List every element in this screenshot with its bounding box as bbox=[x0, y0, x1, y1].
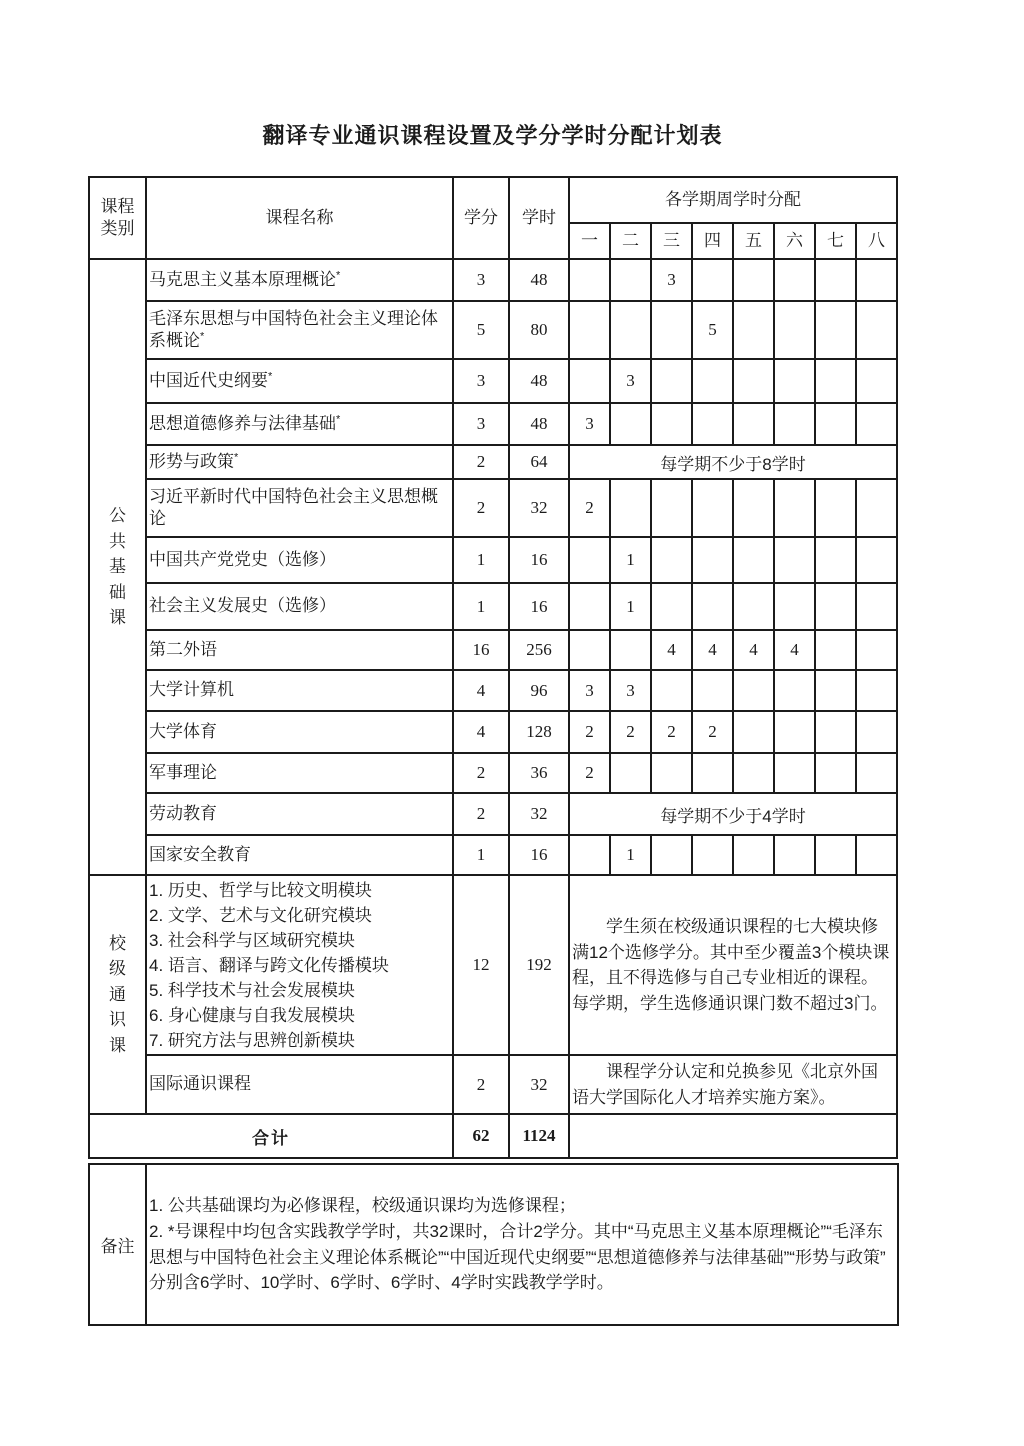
sem-cell bbox=[610, 403, 651, 445]
course-name: 国际通识课程 bbox=[149, 1074, 251, 1094]
credits-cell: 2 bbox=[453, 1055, 509, 1114]
sem-cell bbox=[692, 537, 733, 583]
sem-cell bbox=[692, 479, 733, 537]
practice-star: * bbox=[336, 269, 341, 282]
header-category-label: 课程类别 bbox=[100, 196, 135, 238]
sem-cell: 4 bbox=[692, 630, 733, 670]
sem-cell: 3 bbox=[569, 670, 610, 711]
course-name: 第二外语 bbox=[149, 639, 217, 659]
sem-cell bbox=[856, 630, 897, 670]
course-name: 思想道德修养与法律基础 bbox=[149, 413, 336, 433]
sem-cell bbox=[774, 301, 815, 359]
sem-cell: 1 bbox=[610, 583, 651, 630]
sem-cell: 2 bbox=[651, 711, 692, 753]
sem-cell bbox=[856, 711, 897, 753]
course-name-cell bbox=[146, 537, 453, 583]
hours-cell: 32 bbox=[509, 479, 569, 537]
header-sem-3: 三 bbox=[651, 223, 692, 259]
remarks-label: 备注 bbox=[89, 1164, 146, 1325]
sem-cell: 2 bbox=[569, 479, 610, 537]
curriculum-table bbox=[88, 176, 898, 1159]
course-name-cell bbox=[146, 670, 453, 711]
sem-cell bbox=[774, 479, 815, 537]
sem-cell bbox=[856, 583, 897, 630]
sem-cell bbox=[569, 259, 610, 301]
course-name: 形势与政策 bbox=[149, 451, 234, 471]
sem-cell bbox=[651, 359, 692, 403]
sem-cell: 1 bbox=[610, 835, 651, 875]
credits-cell: 1 bbox=[453, 835, 509, 875]
sem-cell bbox=[856, 359, 897, 403]
sem-cell bbox=[856, 753, 897, 793]
course-name: 劳动教育 bbox=[149, 803, 217, 823]
sem-cell bbox=[651, 301, 692, 359]
practice-star: * bbox=[336, 413, 341, 426]
sem-cell: 2 bbox=[569, 753, 610, 793]
sem-cell bbox=[610, 630, 651, 670]
rule-note-cell: 学生须在校级通识课程的七大模块修满12个选修学分。其中至少覆盖3个模块课程，且不得选修与自己专业相近的课程。每学期，学生选修通识课门数不超过3门。 bbox=[569, 875, 897, 1055]
hours-cell: 48 bbox=[509, 403, 569, 445]
remarks-row bbox=[89, 1164, 898, 1325]
credits-cell: 16 bbox=[453, 630, 509, 670]
course-row bbox=[89, 753, 897, 793]
hours-cell: 32 bbox=[509, 793, 569, 835]
course-name-cell bbox=[146, 583, 453, 630]
course-row bbox=[89, 403, 897, 445]
credits-cell: 2 bbox=[453, 793, 509, 835]
sem-cell bbox=[610, 301, 651, 359]
sem-cell bbox=[815, 583, 856, 630]
sem-cell bbox=[774, 259, 815, 301]
module-item: 5. 科学技术与社会发展模块 bbox=[149, 980, 355, 1000]
sem-cell bbox=[692, 753, 733, 793]
course-row bbox=[89, 630, 897, 670]
sem-cell bbox=[856, 479, 897, 537]
total-row bbox=[89, 1114, 897, 1158]
hours-cell: 64 bbox=[509, 445, 569, 479]
header-course-name: 课程名称 bbox=[146, 177, 453, 259]
module-item: 4. 语言、翻译与跨文化传播模块 bbox=[149, 955, 389, 975]
course-name: 中国共产党党史（选修） bbox=[149, 549, 336, 569]
module-item: 6. 身心健康与自我发展模块 bbox=[149, 1005, 355, 1025]
sem-cell bbox=[815, 753, 856, 793]
hours-cell: 32 bbox=[509, 1055, 569, 1114]
sem-cell bbox=[692, 583, 733, 630]
total-label: 合计 bbox=[89, 1114, 453, 1158]
sem-cell: 3 bbox=[569, 403, 610, 445]
course-row bbox=[89, 479, 897, 537]
remarks-body bbox=[146, 1164, 898, 1325]
sem-cell bbox=[610, 753, 651, 793]
total-semester-area bbox=[569, 1114, 897, 1158]
sem-cell: 2 bbox=[610, 711, 651, 753]
sem-cell bbox=[774, 403, 815, 445]
sem-cell bbox=[733, 711, 774, 753]
practice-star: * bbox=[268, 370, 273, 383]
sem-cell bbox=[774, 537, 815, 583]
module-list-cell bbox=[146, 875, 453, 1055]
header-hours: 学时 bbox=[509, 177, 569, 259]
course-name-cell bbox=[146, 403, 453, 445]
course-name-cell bbox=[146, 301, 453, 359]
remarks-table bbox=[88, 1163, 899, 1326]
hours-cell: 128 bbox=[509, 711, 569, 753]
hours-cell: 96 bbox=[509, 670, 569, 711]
sem-cell bbox=[569, 301, 610, 359]
header-sem-7: 七 bbox=[815, 223, 856, 259]
sem-cell bbox=[815, 670, 856, 711]
credits-cell: 1 bbox=[453, 583, 509, 630]
hours-cell: 48 bbox=[509, 259, 569, 301]
sem-cell bbox=[856, 835, 897, 875]
sem-cell bbox=[692, 835, 733, 875]
sem-cell bbox=[651, 835, 692, 875]
hours-cell: 16 bbox=[509, 835, 569, 875]
module-item: 7. 研究方法与思辨创新模块 bbox=[149, 1030, 355, 1050]
course-name-cell bbox=[146, 445, 453, 479]
hours-cell: 256 bbox=[509, 630, 569, 670]
sem-cell bbox=[856, 301, 897, 359]
module-item: 2. 文学、艺术与文化研究模块 bbox=[149, 905, 372, 925]
header-sem-8: 八 bbox=[856, 223, 897, 259]
hours-cell: 80 bbox=[509, 301, 569, 359]
course-name-cell bbox=[146, 479, 453, 537]
remark-item: 1. 公共基础课均为必修课程，校级通识课均为选修课程； bbox=[149, 1195, 576, 1215]
sem-cell bbox=[733, 583, 774, 630]
course-row bbox=[89, 537, 897, 583]
course-name: 国家安全教育 bbox=[149, 844, 251, 864]
sem-cell bbox=[651, 670, 692, 711]
sem-cell: 4 bbox=[774, 630, 815, 670]
sem-cell bbox=[733, 537, 774, 583]
credits-cell: 5 bbox=[453, 301, 509, 359]
practice-star: * bbox=[200, 330, 205, 343]
sem-cell bbox=[733, 835, 774, 875]
course-row bbox=[89, 670, 897, 711]
sem-cell bbox=[651, 753, 692, 793]
course-row bbox=[89, 835, 897, 875]
sem-cell bbox=[733, 753, 774, 793]
credits-cell: 2 bbox=[453, 445, 509, 479]
credits-cell: 2 bbox=[453, 753, 509, 793]
course-name: 大学体育 bbox=[149, 721, 217, 741]
course-row bbox=[89, 793, 897, 835]
category-label: 校级通识课 bbox=[109, 933, 126, 1055]
course-name: 习近平新时代中国特色社会主义思想概论 bbox=[149, 486, 438, 528]
course-name-cell bbox=[146, 711, 453, 753]
header-sem-1: 一 bbox=[569, 223, 610, 259]
credits-cell: 2 bbox=[453, 479, 509, 537]
sem-cell bbox=[692, 259, 733, 301]
sem-cell: 2 bbox=[692, 711, 733, 753]
course-name-cell bbox=[146, 835, 453, 875]
course-name: 大学计算机 bbox=[149, 680, 234, 700]
sem-cell bbox=[815, 259, 856, 301]
sem-cell bbox=[610, 259, 651, 301]
course-row bbox=[89, 583, 897, 630]
sem-cell bbox=[856, 670, 897, 711]
hours-cell: 36 bbox=[509, 753, 569, 793]
header-row bbox=[89, 177, 897, 223]
header-category bbox=[89, 177, 146, 259]
course-name: 军事理论 bbox=[149, 762, 217, 782]
sem-cell: 5 bbox=[692, 301, 733, 359]
sem-cell bbox=[569, 835, 610, 875]
credits-cell: 4 bbox=[453, 670, 509, 711]
sem-cell: 4 bbox=[733, 630, 774, 670]
category-cell-public-basic bbox=[89, 259, 146, 875]
credits-cell: 3 bbox=[453, 259, 509, 301]
header-sem-2: 二 bbox=[610, 223, 651, 259]
sem-cell: 3 bbox=[610, 359, 651, 403]
header-credits: 学分 bbox=[453, 177, 509, 259]
credits-cell: 3 bbox=[453, 359, 509, 403]
course-row bbox=[89, 875, 897, 1055]
sem-cell bbox=[610, 479, 651, 537]
sem-cell bbox=[815, 630, 856, 670]
total-credits: 62 bbox=[453, 1114, 509, 1158]
course-name-cell bbox=[146, 630, 453, 670]
remark-item: 2. *号课程中均包含实践教学学时，共32课时，合计2学分。其中“马克思主义基本原理概论”“毛泽东思想与中国特色社会主义理论体系概论”“中国近现代史纲要”“思想道德修养与法律基础”“形势与政策”分别含6学时、10学时、6学时、6学时、4学时实践教学学时。 bbox=[149, 1221, 886, 1293]
course-name-cell bbox=[146, 793, 453, 835]
header-sem-5: 五 bbox=[733, 223, 774, 259]
course-name: 社会主义发展史（选修） bbox=[149, 596, 336, 616]
course-row bbox=[89, 301, 897, 359]
sem-cell bbox=[692, 670, 733, 711]
credits-cell: 1 bbox=[453, 537, 509, 583]
hours-cell: 192 bbox=[509, 875, 569, 1055]
category-label: 公共基础课 bbox=[109, 506, 126, 628]
sem-cell bbox=[774, 835, 815, 875]
course-name-cell bbox=[146, 359, 453, 403]
sem-cell bbox=[815, 403, 856, 445]
sem-cell bbox=[774, 670, 815, 711]
sem-cell bbox=[856, 537, 897, 583]
sem-cell bbox=[733, 301, 774, 359]
sem-cell bbox=[569, 359, 610, 403]
hours-cell: 16 bbox=[509, 583, 569, 630]
sem-cell bbox=[651, 537, 692, 583]
sem-cell: 1 bbox=[610, 537, 651, 583]
practice-star: * bbox=[234, 451, 239, 464]
course-name-cell bbox=[146, 259, 453, 301]
course-name: 毛泽东思想与中国特色社会主义理论体系概论 bbox=[149, 308, 438, 350]
course-row bbox=[89, 445, 897, 479]
sem-cell: 2 bbox=[569, 711, 610, 753]
hours-cell: 16 bbox=[509, 537, 569, 583]
module-item: 3. 社会科学与区域研究模块 bbox=[149, 930, 355, 950]
sem-cell bbox=[569, 583, 610, 630]
sem-cell bbox=[774, 359, 815, 403]
sem-cell bbox=[692, 359, 733, 403]
sem-cell: 4 bbox=[651, 630, 692, 670]
credits-cell: 12 bbox=[453, 875, 509, 1055]
sem-cell: 3 bbox=[610, 670, 651, 711]
credits-cell: 3 bbox=[453, 403, 509, 445]
sem-cell bbox=[651, 479, 692, 537]
sem-cell bbox=[856, 259, 897, 301]
sem-cell bbox=[815, 301, 856, 359]
sem-cell bbox=[774, 711, 815, 753]
page-title: 翻译专业通识课程设置及学分学时分配计划表 bbox=[262, 123, 723, 148]
course-name: 马克思主义基本原理概论 bbox=[149, 269, 336, 289]
credits-cell: 4 bbox=[453, 711, 509, 753]
sem-cell bbox=[651, 583, 692, 630]
course-name: 中国近代史纲要 bbox=[149, 370, 268, 390]
semester-note-cell: 每学期不少于8学时 bbox=[569, 445, 897, 479]
sem-cell bbox=[733, 670, 774, 711]
sem-cell bbox=[733, 359, 774, 403]
course-row bbox=[89, 259, 897, 301]
course-name-cell bbox=[146, 753, 453, 793]
rule-note-cell: 课程学分认定和兑换参见《北京外国语大学国际化人才培养实施方案》。 bbox=[569, 1055, 897, 1114]
sem-cell bbox=[815, 537, 856, 583]
sem-cell bbox=[815, 711, 856, 753]
category-cell-general-ed bbox=[89, 875, 146, 1114]
sem-cell bbox=[651, 403, 692, 445]
sem-cell bbox=[733, 403, 774, 445]
hours-cell: 48 bbox=[509, 359, 569, 403]
sem-cell bbox=[569, 537, 610, 583]
sem-cell bbox=[692, 403, 733, 445]
semester-note-cell: 每学期不少于4学时 bbox=[569, 793, 897, 835]
course-name-cell bbox=[146, 1055, 453, 1114]
sem-cell bbox=[815, 835, 856, 875]
sem-cell bbox=[774, 583, 815, 630]
total-hours: 1124 bbox=[509, 1114, 569, 1158]
sem-cell bbox=[815, 359, 856, 403]
sem-cell bbox=[569, 630, 610, 670]
course-row bbox=[89, 711, 897, 753]
header-semester-group: 各学期周学时分配 bbox=[569, 177, 897, 223]
header-sem-6: 六 bbox=[774, 223, 815, 259]
sem-cell bbox=[733, 259, 774, 301]
sem-cell bbox=[856, 403, 897, 445]
sem-cell bbox=[733, 479, 774, 537]
sem-cell: 3 bbox=[651, 259, 692, 301]
sem-cell bbox=[774, 753, 815, 793]
module-item: 1. 历史、哲学与比较文明模块 bbox=[149, 880, 372, 900]
course-row bbox=[89, 359, 897, 403]
sem-cell bbox=[815, 479, 856, 537]
course-row bbox=[89, 1055, 897, 1114]
header-sem-4: 四 bbox=[692, 223, 733, 259]
